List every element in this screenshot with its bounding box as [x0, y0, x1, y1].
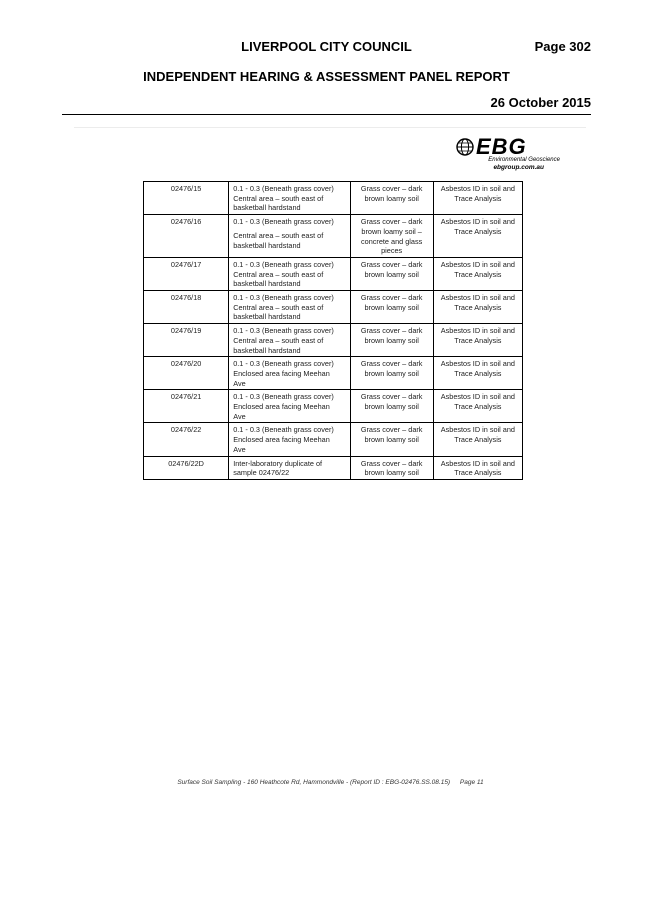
analysis-cell [433, 257, 522, 290]
cell-line: Grass cover – dark [360, 425, 423, 435]
council-name: LIVERPOOL CITY COUNCIL [241, 39, 412, 54]
cell-line: Trace Analysis [454, 335, 502, 345]
cell-line: Enclosed area facing Meehan [233, 368, 330, 378]
cell-line: 0.1 - 0.3 (Beneath grass cover) [233, 217, 334, 227]
cell-line: Asbestos ID in soil and [440, 458, 515, 468]
cell-line: Asbestos ID in soil and [440, 184, 515, 193]
page-footer [0, 779, 653, 786]
cell-line: Trace Analysis [454, 302, 502, 312]
cell-line: 0.1 - 0.3 (Beneath grass cover) [233, 293, 334, 303]
cell-line: Grass cover – dark [360, 259, 423, 269]
analysis-cell [433, 291, 522, 324]
analysis-cell [433, 215, 522, 258]
cell-line: Ave [233, 411, 246, 421]
sample-id-cell: 02476/19 [144, 324, 229, 357]
soil-description-cell [350, 257, 433, 290]
cell-line: Grass cover – dark [360, 458, 423, 468]
cell-line: 0.1 - 0.3 (Beneath grass cover) [233, 425, 334, 435]
cell-line: Asbestos ID in soil and [440, 392, 515, 402]
scan-edge-divider [74, 127, 586, 128]
cell-line: 0.1 - 0.3 (Beneath grass cover) [233, 392, 334, 402]
report-title: INDEPENDENT HEARING & ASSESSMENT PANEL REPORT [143, 69, 510, 84]
cell-line: basketball hardstand [233, 312, 301, 322]
cell-line: Trace Analysis [454, 368, 502, 378]
cell-line: basketball hardstand [233, 240, 301, 250]
cell-line: Trace Analysis [454, 226, 502, 236]
cell-line: Trace Analysis [454, 402, 502, 412]
cell-line: Asbestos ID in soil and [440, 326, 515, 336]
cell-line: Central area – south east of [233, 335, 324, 345]
cell-line: Grass cover – dark [360, 392, 423, 402]
cell-line: brown loamy soil [364, 468, 419, 478]
analysis-cell [433, 390, 522, 423]
cell-line: brown loamy soil [364, 402, 419, 412]
cell-line: Trace Analysis [454, 193, 502, 203]
table-row [144, 423, 523, 456]
sample-description-cell [229, 357, 350, 390]
cell-line: Grass cover – dark [360, 326, 423, 336]
cell-line: Ave [233, 378, 246, 388]
sample-description-cell [229, 291, 350, 324]
sample-id-cell: 02476/22D [144, 456, 229, 479]
cell-line: Inter-laboratory duplicate of [233, 458, 323, 468]
cell-line: sample 02476/22 [233, 468, 290, 478]
cell-line: Grass cover – dark [360, 217, 423, 227]
cell-line: Trace Analysis [454, 435, 502, 445]
soil-description-cell [350, 182, 433, 215]
cell-line: Asbestos ID in soil and [440, 293, 515, 303]
footer-text: Surface Soil Sampling - 160 Heathcote Rd, Hammondville - (Report ID : EBG-02476.SS.08.15) [177, 779, 451, 786]
sample-id-cell: 02476/21 [144, 390, 229, 423]
table-row [144, 456, 523, 479]
globe-icon [456, 138, 474, 156]
cell-line: basketball hardstand [233, 345, 301, 355]
sample-description-cell [229, 456, 350, 479]
sample-id-cell: 02476/16 [144, 215, 229, 258]
cell-line: Asbestos ID in soil and [440, 359, 515, 369]
sample-description-cell [229, 215, 350, 258]
analysis-cell [433, 324, 522, 357]
cell-line: Grass cover – dark [360, 359, 423, 369]
table-row [144, 215, 523, 258]
cell-line: brown loamy soil [364, 269, 419, 279]
sample-table [143, 181, 523, 480]
soil-description-cell [350, 324, 433, 357]
cell-line: brown loamy soil – [361, 226, 422, 236]
page-number: Page 302 [534, 39, 591, 54]
sample-id-cell: 02476/17 [144, 257, 229, 290]
sample-description-cell [229, 257, 350, 290]
sample-id-cell: 02476/18 [144, 291, 229, 324]
soil-description-cell [350, 423, 433, 456]
header-divider [62, 114, 591, 115]
logo-wordmark: EBG [476, 134, 527, 159]
cell-line: Central area – south east of [233, 230, 324, 240]
cell-line: 0.1 - 0.3 (Beneath grass cover) [233, 326, 334, 336]
sample-description-cell [229, 390, 350, 423]
analysis-cell [433, 456, 522, 479]
sample-table-body [144, 182, 523, 480]
analysis-cell [433, 357, 522, 390]
table-row [144, 390, 523, 423]
cell-line: 0.1 - 0.3 (Beneath grass cover) [233, 259, 334, 269]
sample-id-cell: 02476/22 [144, 423, 229, 456]
table-row [144, 324, 523, 357]
logo-url: ebgroup.com.au [493, 164, 544, 171]
cell-line: 0.1 - 0.3 (Beneath grass cover) [233, 184, 334, 193]
cell-line: 0.1 - 0.3 (Beneath grass cover) [233, 359, 334, 369]
cell-line: Trace Analysis [454, 269, 502, 279]
table-row [144, 357, 523, 390]
analysis-cell [433, 423, 522, 456]
cell-line: Central area – south east of [233, 269, 324, 279]
report-date: 26 October 2015 [490, 95, 591, 110]
table-row [144, 257, 523, 290]
sample-id-cell: 02476/20 [144, 357, 229, 390]
cell-line: Enclosed area facing Meehan [233, 402, 330, 412]
cell-line: brown loamy soil [364, 193, 419, 203]
soil-description-cell [350, 357, 433, 390]
cell-line: brown loamy soil [364, 302, 419, 312]
soil-description-cell [350, 291, 433, 324]
logo-tagline: Environmental Geoscience [488, 157, 560, 163]
cell-line: brown loamy soil [364, 435, 419, 445]
soil-description-cell [350, 215, 433, 258]
sample-description-cell [229, 423, 350, 456]
cell-line: basketball hardstand [233, 203, 301, 213]
cell-line: Central area – south east of [233, 193, 324, 203]
cell-line: Central area – south east of [233, 302, 324, 312]
cell-line: Enclosed area facing Meehan [233, 435, 330, 445]
sample-description-cell [229, 324, 350, 357]
cell-line: Asbestos ID in soil and [440, 217, 515, 227]
sample-description-cell [229, 182, 350, 215]
cell-line: pieces [381, 246, 403, 256]
cell-line: Grass cover – dark [360, 293, 423, 303]
cell-line: brown loamy soil [364, 368, 419, 378]
logo-mark-row [456, 134, 560, 159]
sample-id-cell: 02476/15 [144, 182, 229, 215]
soil-description-cell [350, 390, 433, 423]
soil-description-cell [350, 456, 433, 479]
cell-line: Asbestos ID in soil and [440, 425, 515, 435]
footer-page-number: Page 11 [459, 779, 484, 786]
cell-line: basketball hardstand [233, 279, 301, 289]
cell-line: brown loamy soil [364, 335, 419, 345]
cell-line: Grass cover – dark [360, 184, 423, 193]
cell-line: Ave [233, 444, 246, 454]
table-row [144, 291, 523, 324]
cell-line: concrete and glass [361, 236, 423, 246]
cell-line: Asbestos ID in soil and [440, 259, 515, 269]
cell-line: Trace Analysis [454, 468, 502, 478]
table-row [144, 182, 523, 215]
ebg-logo [456, 134, 560, 171]
analysis-cell [433, 182, 522, 215]
